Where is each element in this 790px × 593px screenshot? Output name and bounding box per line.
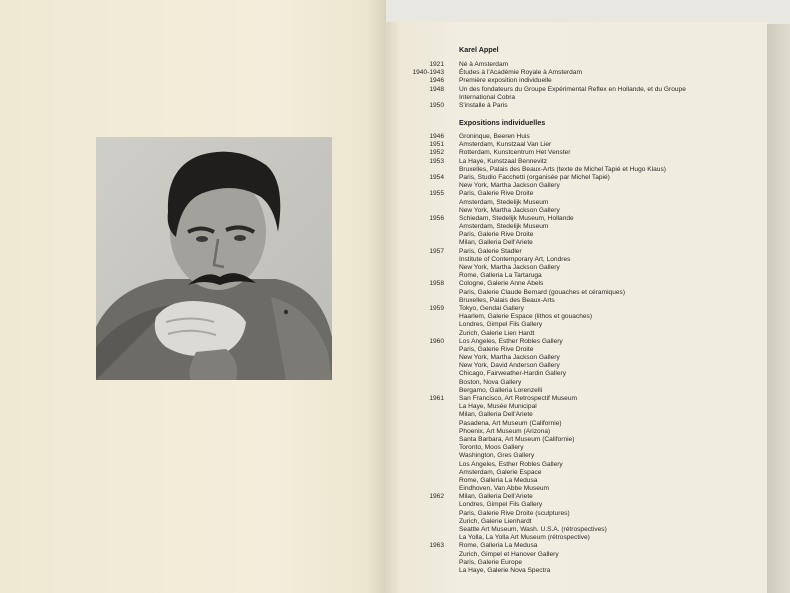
exhibition-item-year (402, 321, 444, 329)
exhibition-item-text: Bruxelles, Palais des Beaux-Arts (texte de Michel Tapié et Hugo Klaus) (459, 165, 666, 173)
exhibition-item-text: Amsterdam, Kunstzaal Van Lier (459, 141, 552, 149)
exhibition-item-text: Bergamo, Galleria Lorenzelli (459, 386, 543, 394)
exhibition-item-year (402, 289, 444, 297)
exhibition-item-year (402, 510, 444, 518)
exhibition-list (459, 133, 759, 575)
exhibition-item-text: La Haye, Galerie Nova Spectra (459, 566, 551, 574)
exhibition-item-text: La Haye, Kunstzaal Bennevitz (459, 157, 547, 165)
exhibition-item-year: 1951 (429, 141, 444, 149)
exhibition-item-text: New York, Martha Jackson Gallery (459, 206, 560, 214)
exhibition-item-year (402, 567, 444, 575)
exhibition-item-year (402, 559, 444, 567)
exhibition-item-year: 1955 (429, 190, 444, 198)
exhibition-item-year (402, 223, 444, 231)
bio-item-text: International Cobra (459, 93, 516, 101)
exhibition-item-text: Washington, Gres Gallery (459, 452, 535, 460)
exhibition-item-year (402, 501, 444, 509)
exhibition-item-year: 1958 (429, 280, 444, 288)
exhibition-item-text: Paris, Galerie Rive Droite (sculptures) (459, 509, 570, 517)
exhibition-item-year: 1961 (429, 395, 444, 402)
exhibition-years (402, 133, 444, 575)
exhibition-item-text: Zurich, Galerie Lienhardt (459, 517, 532, 525)
exhibition-item-year (402, 411, 444, 419)
exhibition-item-text: Pasadena, Art Museum (Californie) (459, 419, 562, 427)
exhibition-item-year (402, 444, 444, 452)
exhibition-item-text: Paris, Galerie Claude Bernard (gouaches et céramiques) (459, 288, 626, 296)
exhibition-item-year (402, 477, 444, 485)
exhibition-item-text: Amsterdam, Galerie Espace (459, 468, 542, 476)
exhibition-item-text: Schiedam, Stedelijk Museum, Hollande (459, 214, 574, 222)
bio-item-year: 1940-1943 (412, 69, 444, 77)
bio-item-year: 1946 (429, 77, 444, 85)
exhibition-item-text: Tokyo, Gendai Gallery (459, 304, 524, 312)
exhibition-item-text: Santa Barbara, Art Museum (Californie) (459, 435, 575, 443)
exhibition-item-text: Paris, Galerie Stadler (459, 247, 522, 255)
exhibition-item-year (402, 534, 444, 542)
exhibition-item-text: Toronto, Moos Gallery (459, 444, 524, 452)
exhibition-item-text: Zurich, Gimpel et Hanover Gallery (459, 550, 559, 558)
exhibition-item-year (402, 370, 444, 378)
exhibition-item-year (402, 518, 444, 526)
exhibition-item-text: Eindhoven, Van Abbe Museum (459, 485, 550, 493)
exhibition-item-text: Rome, Galleria La Tartaruga (459, 272, 542, 280)
bio-item-text: Un des fondateurs du Groupe Expérimental Reflex en Hollande, et du Groupe (459, 85, 686, 93)
exhibition-item-year (402, 297, 444, 305)
exhibition-item-year (402, 461, 444, 469)
exhibition-item-year (402, 199, 444, 207)
bio-years (402, 61, 444, 110)
exhibition-item-text: Rome, Galleria La Medusa (459, 542, 538, 550)
exhibition-item-text: Groninque, Beeren Huis (459, 133, 530, 140)
exhibition-item-text: New York, David Anderson Gallery (459, 362, 560, 370)
exhibition-item-year: 1959 (429, 304, 444, 312)
exhibition-item-text: Paris, Galerie Rive Droite (459, 345, 534, 353)
exhibition-item-year (402, 379, 444, 387)
exhibition-item-year: 1957 (429, 247, 444, 255)
exhibition-item-year (402, 346, 444, 354)
exhibition-item-text: Los Angeles, Esther Robles Gallery (459, 337, 563, 345)
exhibition-item-year (402, 403, 444, 411)
bio-item-text: Première exposition individuelle (459, 77, 552, 85)
exhibition-item-text: Haarlem, Galerie Espace (lithos et gouaches) (459, 313, 593, 321)
exhibition-item-year (402, 182, 444, 190)
exhibition-item-text: Paris, Galerie Rive Droite (459, 231, 534, 239)
exhibition-item-text: La Yolla, La Yolla Art Museum (rétrospective) (459, 534, 590, 542)
exhibition-item-text: Phoenix, Art Museum (Arizona) (459, 427, 551, 435)
exhibition-item-text: Bruxelles, Palais des Beaux-Arts (459, 296, 555, 304)
exhibition-item-text: New York, Martha Jackson Gallery (459, 354, 560, 362)
exhibition-item-year: 1962 (429, 493, 444, 501)
exhibition-item-year (402, 313, 444, 321)
page-title: Karel Appel (459, 45, 499, 54)
exhibition-item-year (402, 272, 444, 280)
bio-item-text: S'installe à Paris (459, 101, 508, 109)
exhibition-item-text: Milan, Galleria Dell'Ariete (459, 493, 533, 501)
exhibition-item-text: Seattle Art Museum, Wash. U.S.A. (rétrospectives) (459, 526, 607, 533)
exhibition-item-year (402, 469, 444, 477)
exhibition-item-year: 1963 (429, 542, 444, 550)
exhibition-item-text: Paris, Studio Facchetti (organisée par Michel Tapié) (459, 173, 610, 181)
portrait-photo (96, 137, 332, 380)
exhibition-item-year (402, 387, 444, 395)
exhibition-item-text: Los Angeles, Esther Robles Gallery (459, 460, 563, 468)
exhibition-item-year (402, 256, 444, 264)
exhibition-item-year: 1952 (429, 149, 444, 157)
exhibition-item-year (402, 354, 444, 362)
exhibition-item-year (402, 485, 444, 493)
exhibition-item-year (402, 330, 444, 338)
exhibition-item-text: Rotterdam, Kunstcentrum Het Venster (459, 149, 571, 157)
exhibition-item-text: Milan, Galleria Dell'Ariete (459, 411, 533, 419)
exhibition-item-text: Paris, Galerie Rive Droite (459, 190, 534, 198)
exhibition-item-year: 1954 (429, 173, 444, 181)
exhibition-item-year (402, 231, 444, 239)
exhibition-item-year (402, 207, 444, 215)
exhibition-item-text: Amsterdam, Stedelijk Museum (459, 223, 549, 231)
exhibition-item-text: Milan, Galleria Dell'Ariete (459, 239, 533, 247)
exhibition-item-text: Rome, Galleria La Medusa (459, 476, 538, 484)
exhibition-item-text: La Haye, Musée Municipal (459, 403, 537, 411)
exhibition-item-year (402, 428, 444, 436)
exhibition-item-text: San Francisco, Art Retrospectif Museum (459, 395, 577, 402)
exhibition-item-text: Paris, Galerie Europe (459, 558, 523, 566)
bio-item-text: Études à l'Académie Royale à Amsterdam (459, 69, 582, 77)
section-title: Expositions individuelles (459, 118, 546, 127)
exhibition-item-text: Londres, Gimpel Fils Gallery (459, 501, 543, 509)
bio-item-year: 1921 (429, 61, 444, 68)
exhibition-item-text: Institute of Contemporary Art, Londres (459, 255, 571, 263)
exhibition-item-text: Amsterdam, Stedelijk Museum (459, 198, 549, 206)
exhibition-item-text: New York, Martha Jackson Gallery (459, 182, 560, 190)
exhibition-item-year (402, 239, 444, 247)
exhibition-item-year: 1956 (429, 214, 444, 222)
exhibition-item-year: 1946 (429, 133, 444, 140)
bio-item-year: 1948 (429, 85, 444, 93)
exhibition-item-text: New York, Martha Jackson Gallery (459, 264, 560, 271)
bio-item-year (402, 94, 444, 102)
bio-item-year: 1950 (429, 101, 444, 109)
exhibition-item-year (402, 551, 444, 559)
exhibition-item-text: Zurich, Galerie Lien Hardt (459, 329, 535, 337)
exhibition-item-year (402, 166, 444, 174)
exhibition-item-text: Londres, Gimpel Fils Gallery (459, 321, 543, 329)
exhibition-item-year (402, 436, 444, 444)
bio-item-text: Né à Amsterdam (459, 61, 509, 68)
exhibition-item-year: 1960 (429, 337, 444, 345)
exhibition-item-year (402, 420, 444, 428)
page-edge (767, 24, 790, 593)
exhibition-item-text: Cologne, Galerie Anne Abels (459, 280, 544, 288)
exhibition-item-year: 1953 (429, 157, 444, 165)
exhibition-item-text: Chicago, Fairweather-Hardin Gallery (459, 370, 567, 378)
exhibition-item-year (402, 362, 444, 370)
exhibition-item-year (402, 526, 444, 534)
exhibition-item-text: Boston, Nova Gallery (459, 378, 522, 386)
bio-list (459, 61, 759, 110)
exhibition-item-year (402, 264, 444, 272)
exhibition-item-year (402, 452, 444, 460)
